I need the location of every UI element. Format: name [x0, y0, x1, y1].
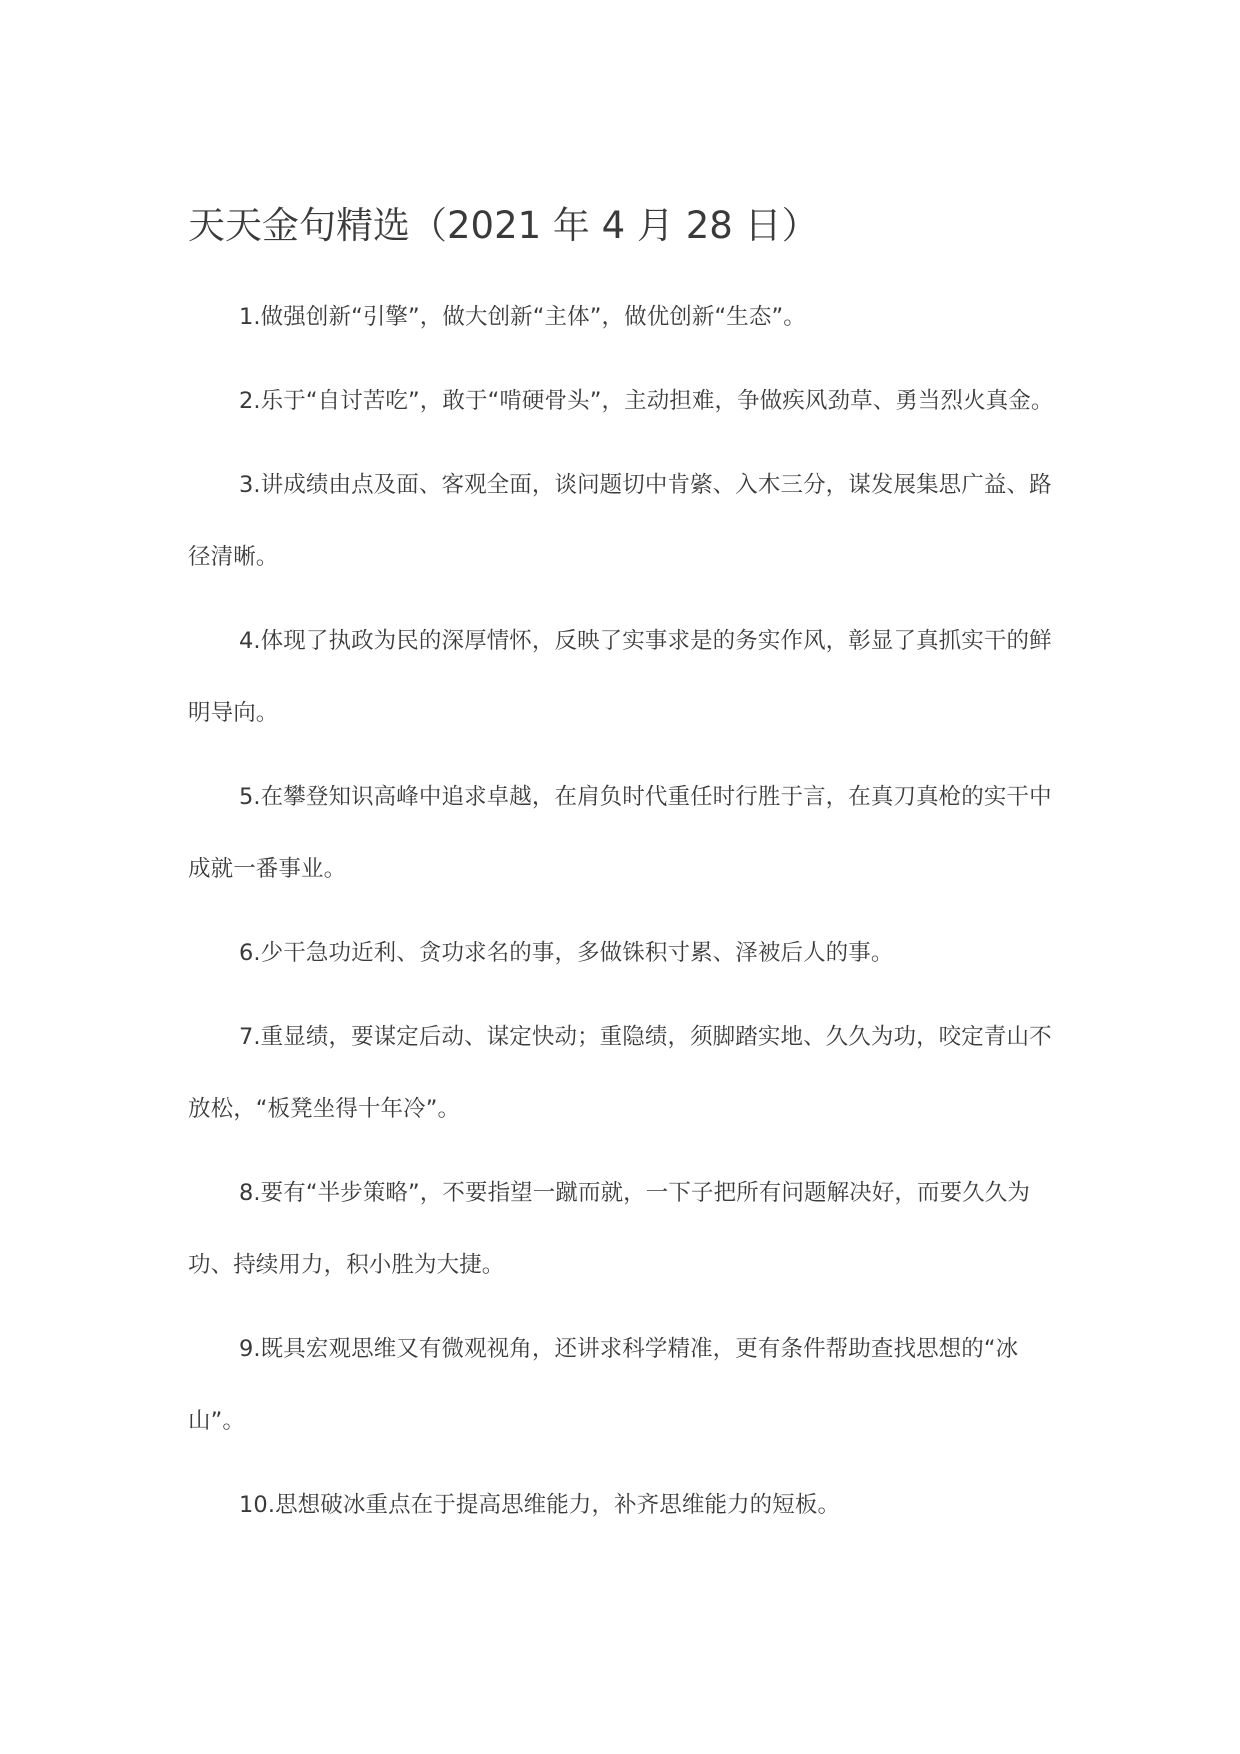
quote-item-2: 2.乐于“自讨苦吃”，敢于“啃硬骨头”，主动担难，争做疾风劲草、勇当烈火真金。 [239, 388, 1054, 414]
quote-item-8: 8.要有“半步策略”，不要指望一蹴而就，一下子把所有问题解决好，而要久久为功、持续用力，积小胜为大捷。 [188, 1180, 1030, 1278]
quote-item-7: 7.重显绩，要谋定后动、谋定快动；重隐绩，须脚踏实地、久久为功，咬定青山不放松，“板凳坐得十年冷”。 [188, 1024, 1052, 1122]
quote-item-5: 5.在攀登知识高峰中追求卓越，在肩负时代重任时行胜于言，在真刀真枪的实干中成就一番事业。 [188, 784, 1052, 882]
quote-item-1: 1.做强创新“引擎”，做大创新“主体”，做优创新“生态”。 [239, 304, 806, 330]
quote-item-3: 3.讲成绩由点及面、客观全面，谈问题切中肯綮、入木三分，谋发展集思广益、路径清晰。 [188, 472, 1052, 570]
quote-item-9: 9.既具宏观思维又有微观视角，还讲求科学精准，更有条件帮助查找思想的“冰山”。 [188, 1336, 1019, 1434]
quote-list [188, 281, 1058, 1553]
quote-item-10: 10.思想破冰重点在于提高思维能力，补齐思维能力的短板。 [239, 1492, 841, 1518]
quote-item-6: 6.少干急功近利、贪功求名的事，多做铢积寸累、泽被后人的事。 [239, 940, 894, 966]
document-title: 天天金句精选（2021 年 4 月 28 日） [188, 204, 819, 247]
quote-item-4: 4.体现了执政为民的深厚情怀，反映了实事求是的务实作风，彰显了真抓实干的鲜明导向。 [188, 628, 1052, 726]
